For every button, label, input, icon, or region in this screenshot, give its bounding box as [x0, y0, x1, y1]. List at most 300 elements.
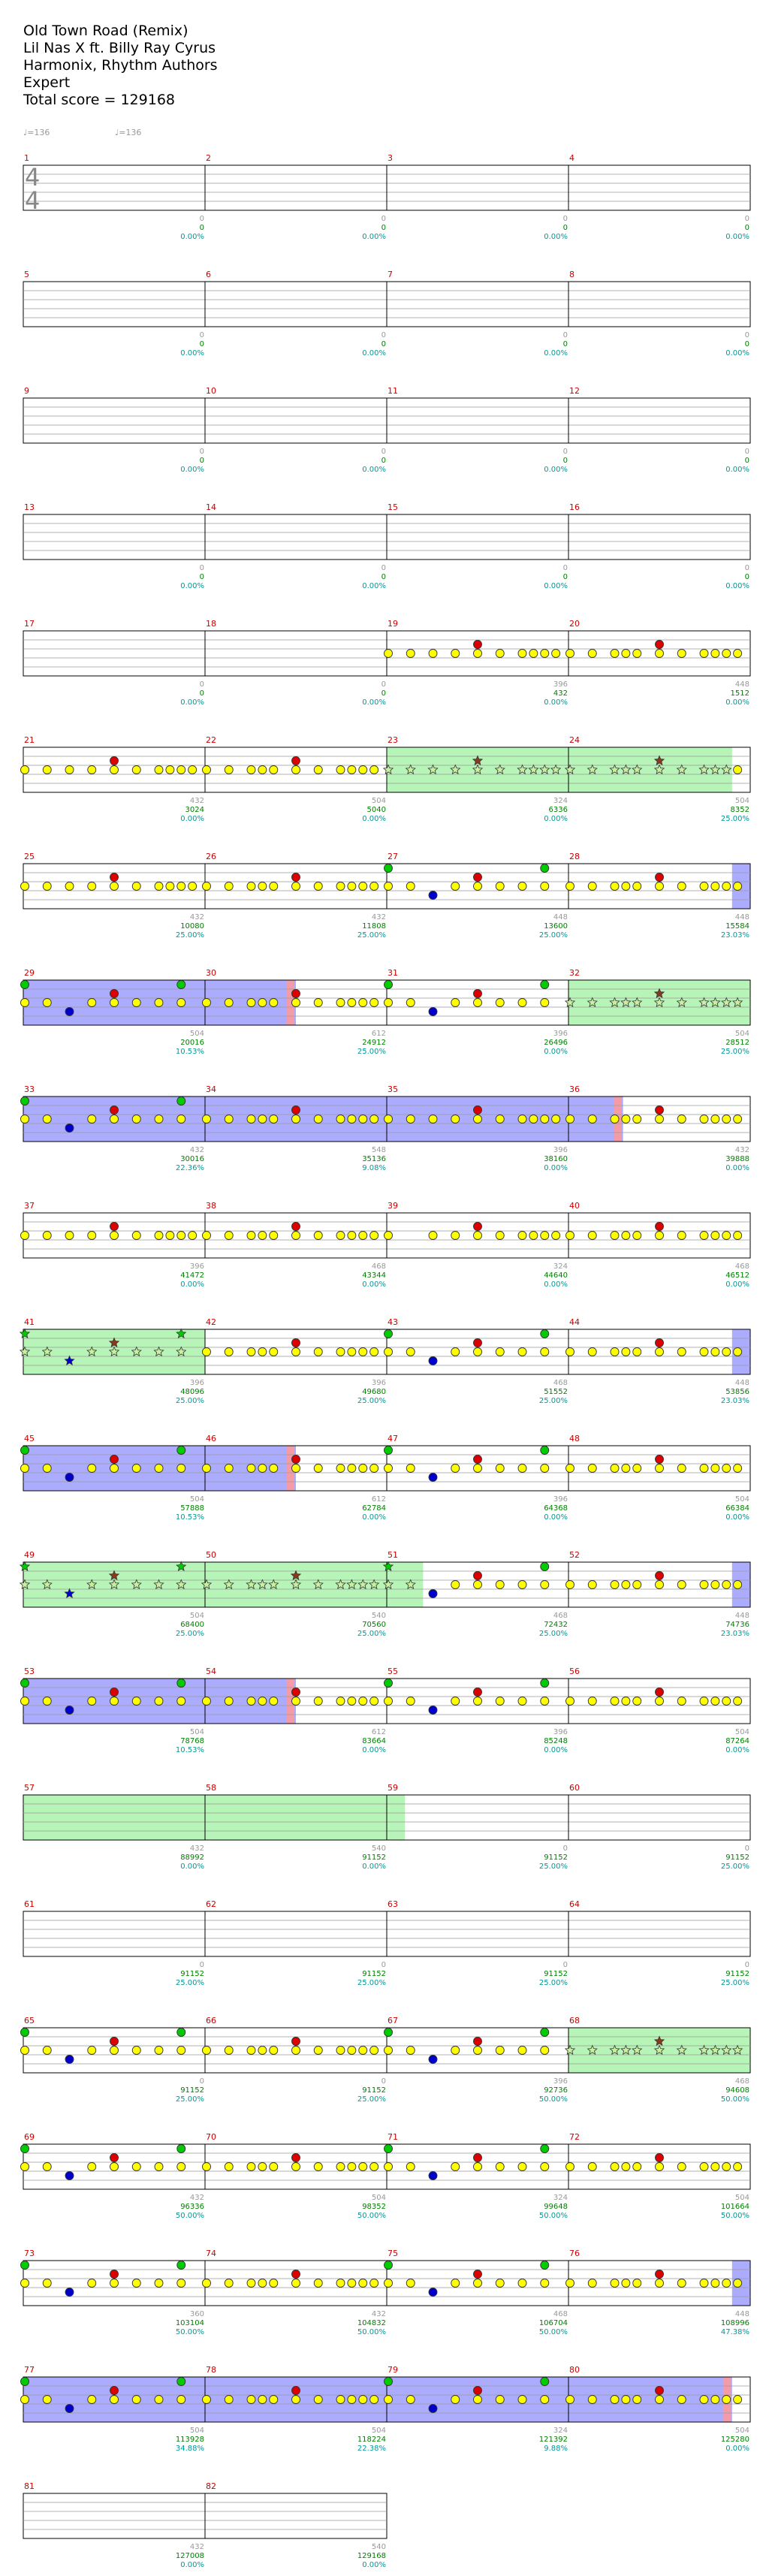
gem-note-icon: [700, 1464, 708, 1473]
measure-multiplier-percent: 25.00%: [538, 1630, 568, 1638]
gem-note-icon: [384, 1348, 393, 1356]
gem-note-icon: [177, 1679, 185, 1688]
gem-note-icon: [292, 2047, 300, 2055]
gem-note-icon: [177, 1464, 185, 1473]
gem-note-icon: [451, 1115, 460, 1124]
gem-note-icon: [566, 650, 574, 658]
measure-note-count: 468: [371, 1262, 386, 1271]
gem-note-icon: [177, 2378, 185, 2386]
measure-cumulative-score: 106704: [538, 2319, 568, 2327]
measure-multiplier-percent: 0.00%: [362, 815, 386, 823]
gem-note-icon: [622, 650, 630, 658]
gem-note-icon: [110, 2163, 119, 2171]
gem-note-icon: [225, 2279, 233, 2288]
gem-note-icon: [656, 882, 664, 891]
measure-note-count: 504: [734, 797, 749, 805]
gem-note-icon: [656, 1581, 664, 1589]
gem-note-icon: [474, 2270, 482, 2279]
gem-note-icon: [270, 1232, 278, 1240]
measure-cumulative-score: 99648: [544, 2203, 568, 2211]
gem-note-icon: [258, 2163, 267, 2171]
gem-note-icon: [711, 1697, 719, 1706]
gem-note-icon: [541, 2378, 549, 2386]
gem-note-icon: [270, 999, 278, 1007]
gem-note-icon: [88, 766, 96, 774]
gem-note-icon: [474, 1348, 482, 1356]
measure-number: 73: [24, 2249, 35, 2258]
measure-multiplier-percent: 50.00%: [357, 2328, 386, 2336]
gem-note-icon: [633, 1348, 641, 1356]
gem-note-icon: [225, 766, 233, 774]
gem-note-icon: [88, 1115, 96, 1124]
gem-note-icon: [406, 2279, 415, 2288]
gem-note-icon: [711, 1348, 719, 1356]
gem-note-icon: [359, 2396, 367, 2404]
gem-note-icon: [384, 2396, 393, 2404]
gem-note-icon: [336, 1115, 345, 1124]
gem-note-icon: [451, 1697, 460, 1706]
gem-note-icon: [258, 2279, 267, 2288]
gem-note-icon: [384, 1464, 393, 1473]
measure-number: 44: [569, 1317, 580, 1327]
measure-note-count: 432: [189, 1845, 204, 1853]
measure-multiplier-percent: 0.00%: [180, 233, 204, 241]
gem-note-icon: [711, 2163, 719, 2171]
gem-note-icon: [656, 1697, 664, 1706]
gem-note-icon: [225, 1232, 233, 1240]
measure-note-count: 360: [189, 2310, 204, 2318]
measure-number: 56: [569, 1667, 580, 1676]
gem-note-icon: [734, 650, 742, 658]
gem-note-icon: [270, 882, 278, 891]
gem-note-icon: [110, 990, 119, 998]
measure-multiplier-percent: 0.00%: [180, 1863, 204, 1871]
measure-cumulative-score: 108996: [720, 2319, 749, 2327]
gem-note-icon: [370, 1348, 378, 1356]
gem-note-icon: [656, 1348, 664, 1356]
gem-note-icon: [348, 999, 356, 1007]
gem-note-icon: [314, 999, 322, 1007]
gem-note-icon: [611, 2396, 619, 2404]
gem-note-icon: [656, 1464, 664, 1473]
gem-note-icon: [474, 882, 482, 891]
gem-note-icon: [384, 1697, 393, 1706]
gem-note-icon: [132, 2279, 140, 2288]
gem-note-icon: [566, 2279, 574, 2288]
measure-note-count: 324: [553, 2194, 568, 2202]
gem-note-icon: [203, 2396, 211, 2404]
gem-note-icon: [474, 2396, 482, 2404]
gem-note-icon: [370, 1464, 378, 1473]
gem-note-icon: [700, 2396, 708, 2404]
gem-note-icon: [292, 766, 300, 774]
measure-number: 61: [24, 1899, 35, 1909]
measure-multiplier-percent: 50.00%: [538, 2212, 568, 2220]
gem-note-icon: [258, 1464, 267, 1473]
gem-note-icon: [225, 999, 233, 1007]
gem-note-icon: [633, 2396, 641, 2404]
gem-note-icon: [588, 2279, 596, 2288]
measure-note-count: 504: [189, 2427, 204, 2435]
gem-note-icon: [384, 864, 393, 873]
gem-note-icon: [429, 1706, 437, 1715]
measure-multiplier-percent: 0.00%: [362, 698, 386, 707]
gem-note-icon: [384, 981, 393, 989]
gem-note-icon: [370, 882, 378, 891]
gem-note-icon: [270, 1697, 278, 1706]
measure-multiplier-percent: 0.00%: [725, 466, 749, 474]
gem-note-icon: [348, 882, 356, 891]
measure-number: 57: [24, 1783, 35, 1793]
measure-cumulative-score: 88992: [180, 1854, 204, 1862]
gem-note-icon: [734, 1348, 742, 1356]
gem-note-icon: [429, 1357, 437, 1365]
measure-note-count: 612: [371, 1495, 386, 1504]
gem-note-icon: [406, 882, 415, 891]
measure-cumulative-score: 0: [199, 340, 204, 348]
measure-multiplier-percent: 25.00%: [720, 1863, 749, 1871]
gem-note-icon: [722, 1581, 731, 1589]
gem-note-icon: [622, 1581, 630, 1589]
measure-cumulative-score: 91152: [725, 1970, 749, 1978]
measure-note-count: 396: [371, 1379, 386, 1387]
measure-number: 16: [569, 502, 580, 512]
gem-note-icon: [474, 1232, 482, 1240]
gem-note-icon: [677, 1697, 686, 1706]
measure-cumulative-score: 11808: [362, 922, 386, 931]
gem-note-icon: [722, 882, 731, 891]
song-charters: Harmonix, Rhythm Authors: [23, 57, 218, 74]
gem-note-icon: [110, 2387, 119, 2395]
gem-note-icon: [541, 1330, 549, 1338]
measure-cumulative-score: 0: [744, 573, 749, 581]
measure-cumulative-score: 68400: [180, 1621, 204, 1629]
measure-cumulative-score: 104832: [357, 2319, 386, 2327]
measure-number: 26: [206, 852, 216, 861]
measure-multiplier-percent: 47.38%: [720, 2328, 749, 2336]
measure-number: 81: [24, 2481, 35, 2491]
measure-note-count: 0: [562, 564, 568, 572]
measure-number: 32: [569, 968, 580, 978]
gem-note-icon: [247, 766, 255, 774]
measure-cumulative-score: 0: [381, 457, 386, 465]
gem-note-icon: [247, 1348, 255, 1356]
gem-note-icon: [474, 1106, 482, 1115]
measure-multiplier-percent: 0.00%: [180, 698, 204, 707]
gem-note-icon: [177, 1097, 185, 1106]
measure-number: 17: [24, 619, 35, 629]
gem-note-icon: [155, 999, 163, 1007]
gem-note-icon: [656, 2154, 664, 2162]
gem-note-icon: [656, 1572, 664, 1580]
gem-note-icon: [336, 2047, 345, 2055]
measure-note-count: 540: [371, 1612, 386, 1620]
gem-note-icon: [384, 2145, 393, 2153]
gem-note-icon: [110, 1115, 119, 1124]
gem-note-icon: [429, 1232, 437, 1240]
gem-note-icon: [336, 882, 345, 891]
gem-note-icon: [203, 766, 211, 774]
measure-note-count: 0: [381, 1961, 386, 1969]
gem-note-icon: [225, 1115, 233, 1124]
gem-note-icon: [247, 2279, 255, 2288]
measure-multiplier-percent: 25.00%: [720, 1048, 749, 1056]
gem-note-icon: [43, 2163, 51, 2171]
gem-note-icon: [348, 1348, 356, 1356]
tempo-quarter-note-icon: ♩=136: [23, 128, 50, 137]
gem-note-icon: [348, 2047, 356, 2055]
measure-cumulative-score: 92736: [544, 2086, 568, 2095]
gem-note-icon: [292, 1232, 300, 1240]
gem-note-icon: [21, 2261, 29, 2270]
measure-number: 41: [24, 1317, 35, 1327]
measure-cumulative-score: 121392: [538, 2436, 568, 2444]
gem-note-icon: [566, 882, 574, 891]
gem-note-icon: [314, 1348, 322, 1356]
gem-note-icon: [270, 766, 278, 774]
measure-number: 25: [24, 852, 35, 861]
gem-note-icon: [429, 2056, 437, 2064]
measure-number: 3: [388, 153, 393, 163]
gem-note-icon: [225, 882, 233, 891]
measure-number: 28: [569, 852, 580, 861]
measure-note-count: 504: [371, 2194, 386, 2202]
gem-note-icon: [451, 1348, 460, 1356]
measure-note-count: 0: [562, 1961, 568, 1969]
measure-cumulative-score: 0: [744, 340, 749, 348]
gem-note-icon: [474, 1581, 482, 1589]
measure-note-count: 0: [199, 215, 204, 223]
gem-note-icon: [155, 1697, 163, 1706]
gem-note-icon: [132, 1115, 140, 1124]
gem-note-icon: [177, 2145, 185, 2153]
measure-note-count: 468: [553, 1379, 568, 1387]
measure-note-count: 612: [371, 1030, 386, 1038]
gem-note-icon: [43, 766, 51, 774]
gem-note-icon: [384, 2261, 393, 2270]
measure-cumulative-score: 0: [562, 573, 568, 581]
measure-multiplier-percent: 0.00%: [362, 233, 386, 241]
gem-note-icon: [496, 1581, 504, 1589]
measure-note-count: 0: [562, 448, 568, 456]
gem-note-icon: [474, 1697, 482, 1706]
gem-note-icon: [541, 2029, 549, 2037]
gem-note-icon: [541, 1563, 549, 1571]
gem-note-icon: [177, 1446, 185, 1455]
gem-note-icon: [177, 766, 185, 774]
gem-note-icon: [677, 1581, 686, 1589]
gem-note-icon: [677, 882, 686, 891]
gem-note-icon: [292, 1697, 300, 1706]
measure-multiplier-percent: 23.03%: [720, 1630, 749, 1638]
gem-note-icon: [203, 2279, 211, 2288]
measure-number: 7: [388, 270, 393, 279]
gem-note-icon: [384, 1330, 393, 1338]
gem-note-icon: [496, 1348, 504, 1356]
gem-note-icon: [722, 1697, 731, 1706]
measure-cumulative-score: 0: [199, 573, 204, 581]
gem-note-icon: [203, 2047, 211, 2055]
gem-note-icon: [292, 1688, 300, 1697]
gem-note-icon: [21, 1446, 29, 1455]
gem-note-icon: [370, 1115, 378, 1124]
gem-note-icon: [177, 2047, 185, 2055]
gem-note-icon: [359, 1115, 367, 1124]
measure-multiplier-percent: 0.00%: [544, 815, 568, 823]
gem-note-icon: [474, 999, 482, 1007]
gem-note-icon: [474, 990, 482, 998]
measure-note-count: 448: [734, 2310, 749, 2318]
measure-note-count: 504: [189, 1495, 204, 1504]
gem-note-icon: [656, 1106, 664, 1115]
gem-note-icon: [21, 981, 29, 989]
measure-multiplier-percent: 0.00%: [544, 349, 568, 357]
measure-note-count: 448: [553, 913, 568, 922]
gem-note-icon: [496, 1464, 504, 1473]
measure-multiplier-percent: 25.00%: [720, 1979, 749, 1987]
gem-note-icon: [203, 882, 211, 891]
measure-number: 43: [388, 1317, 398, 1327]
gem-note-icon: [496, 1697, 504, 1706]
gem-note-icon: [566, 2163, 574, 2171]
gem-note-icon: [474, 2038, 482, 2046]
gem-note-icon: [132, 2163, 140, 2171]
gem-note-icon: [552, 1115, 560, 1124]
gem-note-icon: [677, 2279, 686, 2288]
gem-note-icon: [110, 2396, 119, 2404]
gem-note-icon: [359, 1697, 367, 1706]
measure-multiplier-percent: 25.00%: [175, 1979, 204, 1987]
gem-note-icon: [474, 2387, 482, 2395]
gem-note-icon: [43, 2047, 51, 2055]
measure-cumulative-score: 91152: [362, 1970, 386, 1978]
gem-note-icon: [110, 1464, 119, 1473]
measure-note-count: 0: [381, 564, 386, 572]
measure-cumulative-score: 49680: [362, 1388, 386, 1396]
measure-cumulative-score: 94608: [725, 2086, 749, 2095]
gem-note-icon: [247, 2396, 255, 2404]
gem-note-icon: [292, 1455, 300, 1464]
gem-note-icon: [247, 1464, 255, 1473]
gem-note-icon: [518, 1697, 526, 1706]
gem-note-icon: [541, 2261, 549, 2270]
measure-multiplier-percent: 0.00%: [725, 349, 749, 357]
gem-note-icon: [518, 882, 526, 891]
measure-note-count: 0: [199, 448, 204, 456]
measure-note-count: 468: [734, 2077, 749, 2086]
measure-multiplier-percent: 25.00%: [175, 1630, 204, 1638]
gem-note-icon: [722, 2163, 731, 2171]
gem-note-icon: [155, 1232, 163, 1240]
gem-note-icon: [155, 2396, 163, 2404]
measure-multiplier-percent: 23.03%: [720, 1397, 749, 1405]
measure-cumulative-score: 51552: [544, 1388, 568, 1396]
measure-note-count: 0: [199, 2077, 204, 2086]
measure-number: 52: [569, 1550, 580, 1560]
gem-note-icon: [110, 1106, 119, 1115]
gem-note-icon: [65, 1232, 74, 1240]
gem-note-icon: [88, 2279, 96, 2288]
gem-note-icon: [700, 2163, 708, 2171]
gem-note-icon: [225, 1348, 233, 1356]
measure-note-count: 540: [371, 1845, 386, 1853]
gem-note-icon: [406, 650, 415, 658]
measure-multiplier-percent: 23.03%: [720, 931, 749, 940]
measure-multiplier-percent: 25.00%: [175, 1397, 204, 1405]
measure-note-count: 504: [734, 1728, 749, 1736]
gem-note-icon: [496, 2279, 504, 2288]
gem-note-icon: [203, 1348, 211, 1356]
gem-note-icon: [588, 1115, 596, 1124]
time-signature-icon: 4: [25, 163, 41, 192]
measure-cumulative-score: 91152: [362, 2086, 386, 2095]
gem-note-icon: [110, 1697, 119, 1706]
measure-cumulative-score: 101664: [720, 2203, 749, 2211]
measure-number: 2: [206, 153, 211, 163]
gem-note-icon: [518, 999, 526, 1007]
measure-number: 22: [206, 735, 216, 745]
gem-note-icon: [258, 2396, 267, 2404]
measure-cumulative-score: 66384: [725, 1504, 749, 1513]
gem-note-icon: [429, 1590, 437, 1598]
measure-cumulative-score: 24912: [362, 1039, 386, 1047]
measure-multiplier-percent: 25.00%: [357, 1630, 386, 1638]
measure-note-count: 396: [553, 1495, 568, 1504]
gem-note-icon: [677, 1232, 686, 1240]
measure-note-count: 0: [562, 215, 568, 223]
measure-cumulative-score: 98352: [362, 2203, 386, 2211]
gem-note-icon: [588, 1232, 596, 1240]
gem-note-icon: [348, 1115, 356, 1124]
song-artist: Lil Nas X ft. Billy Ray Cyrus: [23, 40, 216, 56]
gem-note-icon: [177, 2163, 185, 2171]
gem-note-icon: [722, 650, 731, 658]
gem-note-icon: [541, 2396, 549, 2404]
gem-note-icon: [65, 1124, 74, 1133]
measure-multiplier-percent: 0.00%: [725, 698, 749, 707]
gem-note-icon: [451, 1464, 460, 1473]
gem-note-icon: [21, 1232, 29, 1240]
measure-note-count: 504: [189, 1728, 204, 1736]
measure-number: 31: [388, 968, 398, 978]
measure-number: 14: [206, 502, 216, 512]
measure-multiplier-percent: 25.00%: [538, 1863, 568, 1871]
gem-note-icon: [292, 999, 300, 1007]
measure-note-count: 504: [734, 1030, 749, 1038]
measure-cumulative-score: 64368: [544, 1504, 568, 1513]
gem-note-icon: [359, 999, 367, 1007]
measure-number: 50: [206, 1550, 216, 1560]
gem-note-icon: [611, 882, 619, 891]
measure-note-count: 0: [562, 1845, 568, 1853]
gem-note-icon: [384, 1115, 393, 1124]
gem-note-icon: [633, 2163, 641, 2171]
gem-note-icon: [247, 2163, 255, 2171]
measure-multiplier-percent: 0.00%: [362, 466, 386, 474]
measure-note-count: 396: [553, 2077, 568, 2086]
gem-note-icon: [496, 1232, 504, 1240]
gem-note-icon: [566, 1115, 574, 1124]
gem-note-icon: [292, 757, 300, 765]
gem-note-icon: [656, 1455, 664, 1464]
measure-cumulative-score: 0: [199, 224, 204, 232]
gem-note-icon: [88, 2047, 96, 2055]
gem-note-icon: [292, 2154, 300, 2162]
measure-note-count: 396: [189, 1379, 204, 1387]
measure-multiplier-percent: 0.00%: [362, 1863, 386, 1871]
measure-multiplier-percent: 0.00%: [362, 1280, 386, 1289]
measure-number: 38: [206, 1201, 216, 1211]
